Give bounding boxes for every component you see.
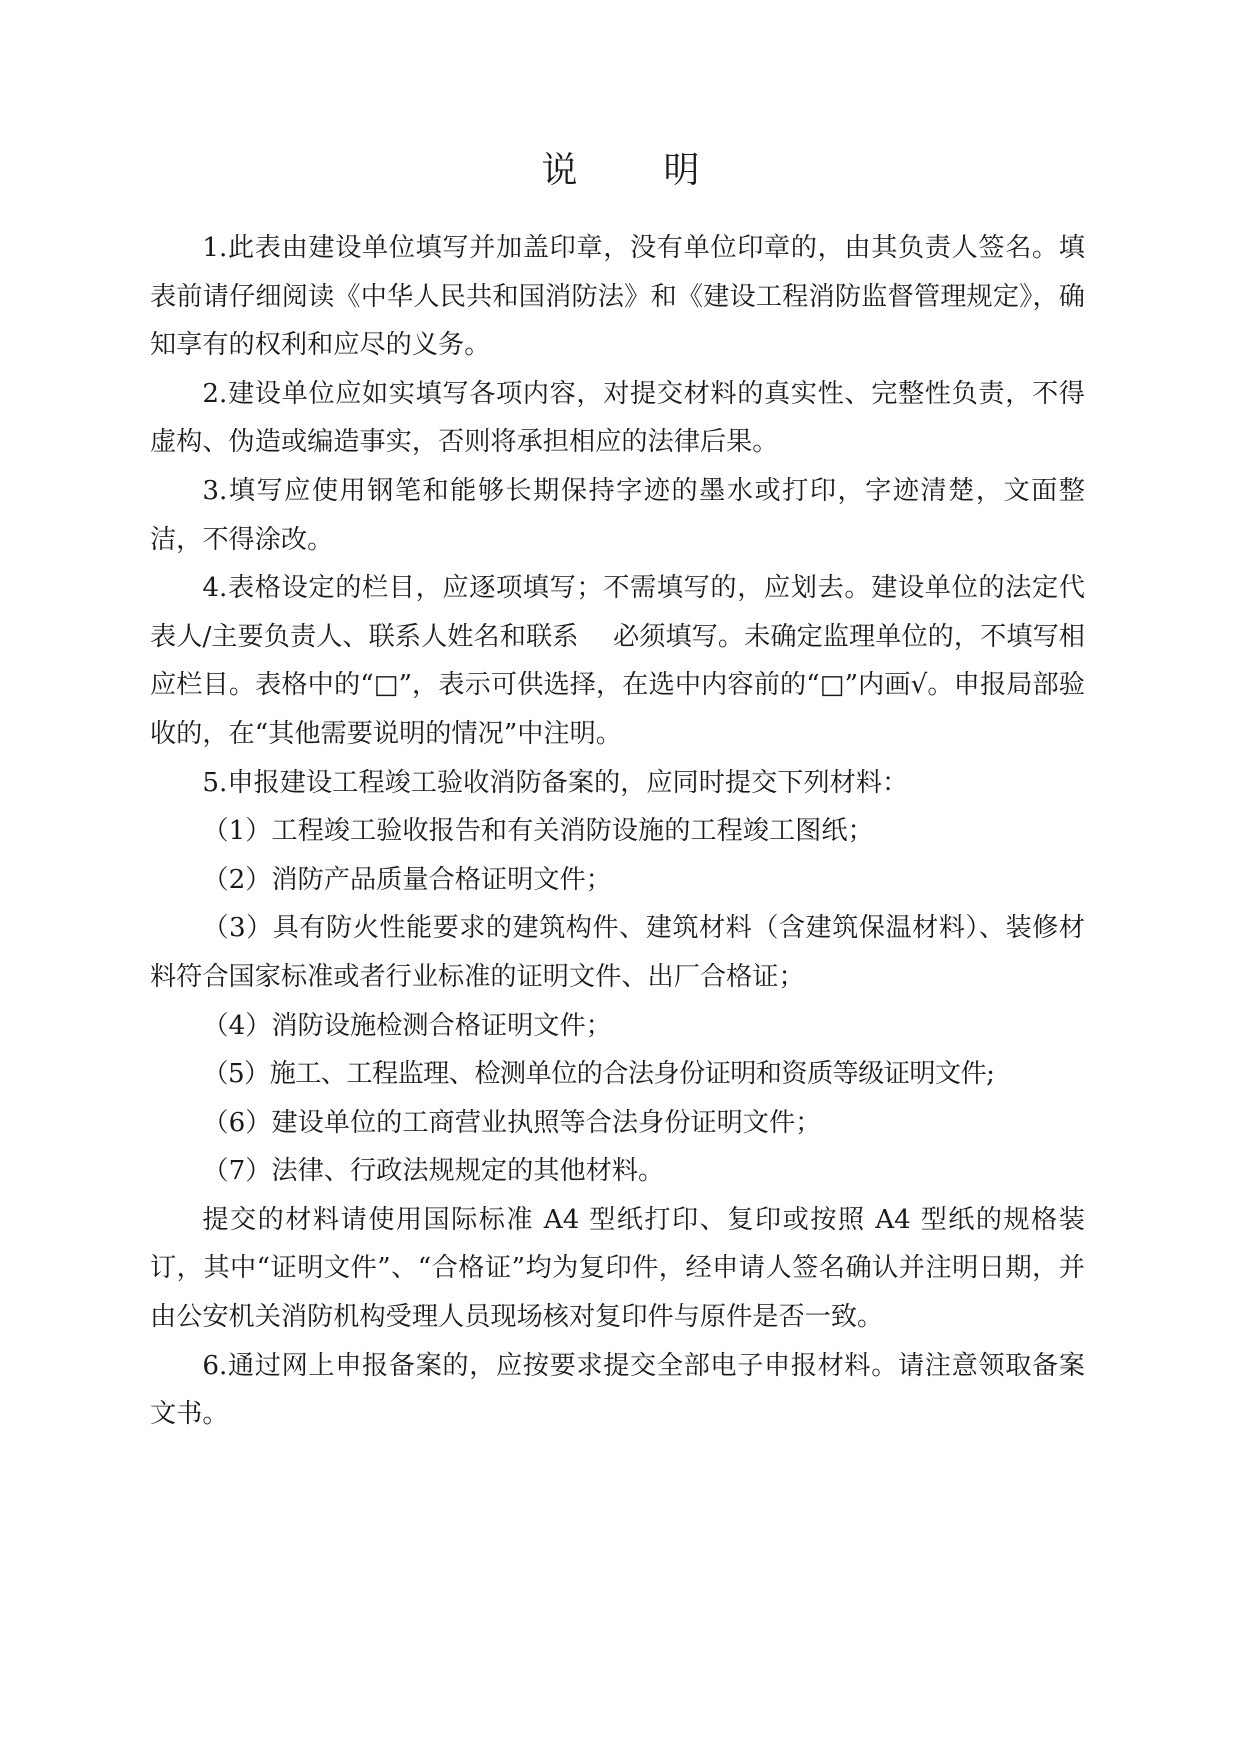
title-char-1: 说 [541,150,578,191]
paragraph-3: 3.填写应使用钢笔和能够长期保持字迹的墨水或打印，字迹清楚，文面整洁，不得涂改。 [150,475,1085,555]
list-item-1: （1）工程竣工验收报告和有关消防设施的工程竣工图纸； [202,816,874,847]
paragraph-2: 2.建设单位应如实填写各项内容，对提交材料的真实性、完整性负责，不得虚构、伪造或编造事实，否则将承担相应的法律后果。 [150,378,1085,458]
instructions-body [150,224,1085,1439]
list-item-5: （5）施工、工程监理、检测单位的合法身份证明和资质等级证明文件; [202,1059,995,1090]
paragraph-5: 5.申报建设工程竣工验收消防备案的，应同时提交下列材料： [202,767,909,798]
paragraph-materials-note: 提交的材料请使用国际标准 A4 型纸打印、复印或按照 A4 型纸的规格装订，其中“证明文件”、“合格证”均为复印件，经申请人签名确认并注明日期，并由公安机关消防机构受理人员现场核对复印件与原件是否一致。 [150,1204,1085,1333]
title-char-2: 明 [663,150,700,191]
list-item-2: （2）消防产品质量合格证明文件； [202,864,612,895]
list-item-7: （7）法律、行政法规规定的其他材料。 [202,1156,665,1187]
page-title [0,146,1241,196]
list-item-3: （3）具有防火性能要求的建筑构件、建筑材料（含建筑保温材料）、装修材料符合国家标准或者行业标准的证明文件、出厂合格证； [150,913,1085,992]
paragraph-6: 6.通过网上申报备案的，应按要求提交全部电子申报材料。请注意领取备案文书。 [150,1350,1085,1430]
paragraph-4: 4.表格设定的栏目，应逐项填写；不需填写的，应划去。建设单位的法定代表人/主要负责人、联系人姓名和联系 必须填写。未确定监理单位的，不填写相应栏目。表格中的“□”，表示可供选择，在选中内容前的“□”内画√。申报局部验收的，在“其他需要说明的情况”中注明。 [150,573,1085,749]
list-item-6: （6）建设单位的工商营业执照等合法身份证明文件； [202,1107,822,1138]
list-item-4: （4）消防设施检测合格证明文件； [202,1010,612,1041]
paragraph-1: 1.此表由建设单位填写并加盖印章，没有单位印章的，由其负责人签名。填表前请仔细阅读《中华人民共和国消防法》和《建设工程消防监督管理规定》，确知享有的权利和应尽的义务。 [150,233,1085,361]
